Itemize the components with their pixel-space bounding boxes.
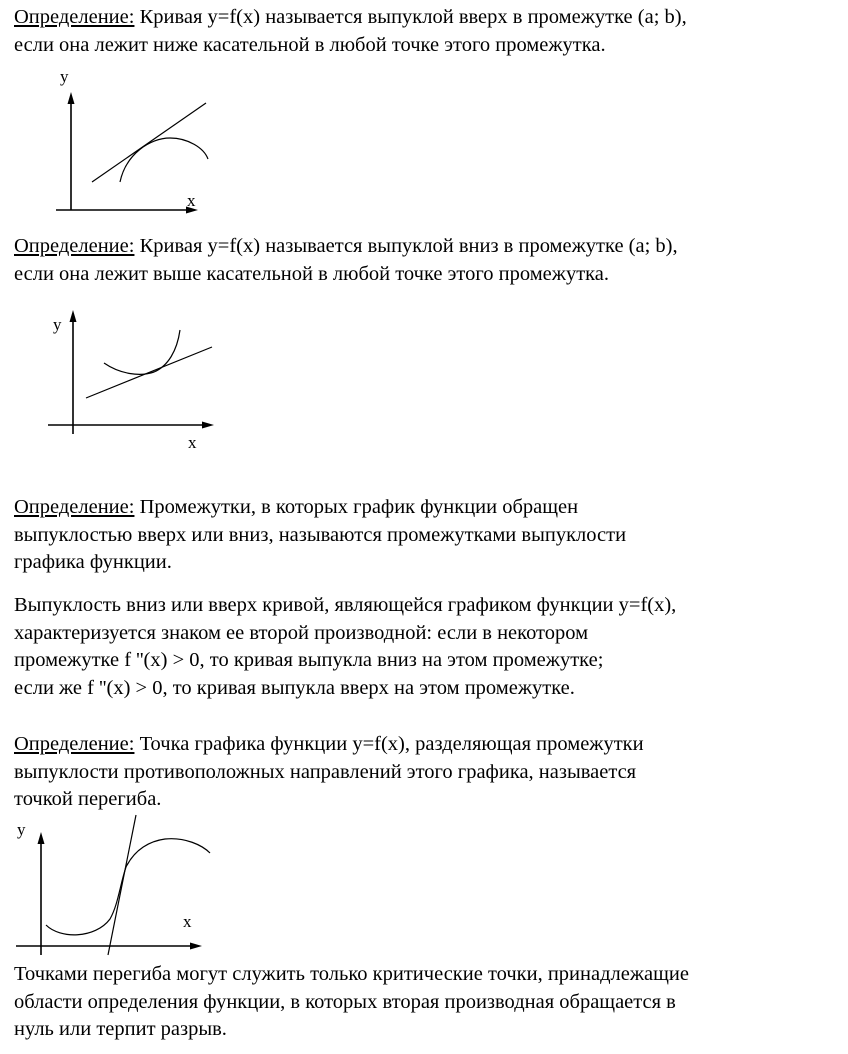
definition-text: точкой перегиба. <box>14 788 162 810</box>
definition-text: выпуклостью вверх или вниз, называются промежутками выпуклости <box>14 523 627 546</box>
definition-text: Точка графика функции y=f(x), разделяющая промежутки <box>134 733 644 755</box>
definition-inflection-point <box>14 731 839 814</box>
convex-down-curve <box>104 330 180 374</box>
x-axis-label: x <box>183 912 192 931</box>
x-axis-label: x <box>187 191 196 210</box>
y-axis-label: y <box>17 820 26 839</box>
critical-points-paragraph: Точками перегиба могут служить только критические точки, принадлежащие области определения функции, в которых вторая производная обращается в нуль или терпит разрыв. <box>14 963 689 1040</box>
definition-text: Кривая y=f(x) называется выпуклой вниз в промежутке (a; b), <box>134 235 678 257</box>
definition-label: Определение: <box>14 733 135 755</box>
definition-convex-down <box>14 233 839 288</box>
y-axis-label: y <box>53 315 62 334</box>
definition-text: выпуклости противоположных направлений этого графика, называется <box>14 760 637 783</box>
tangent-line <box>92 103 206 182</box>
y-axis-arrow <box>38 832 45 844</box>
definition-convex-up <box>14 4 839 59</box>
figure-inflection-point <box>0 815 220 960</box>
definition-label: Определение: <box>14 496 135 518</box>
definition-text: Кривая y=f(x) называется выпуклой вверх в промежутке (a; b), <box>134 6 687 28</box>
y-axis-arrow <box>68 92 75 104</box>
y-axis-label: y <box>60 67 69 86</box>
convex-up-curve <box>120 138 208 182</box>
figure-convex-down <box>0 306 220 456</box>
definition-label: Определение: <box>14 235 135 257</box>
x-axis-arrow <box>190 943 202 950</box>
definition-text: если она лежит выше касательной в любой точке этого промежутка. <box>14 262 610 285</box>
tangent-line <box>108 815 136 955</box>
definition-label: Определение: <box>14 6 135 28</box>
x-axis-label: x <box>188 433 197 452</box>
definition-text: если она лежит ниже касательной в любой точке этого промежутка. <box>14 33 606 56</box>
second-derivative-paragraph: Выпуклость вниз или вверх кривой, являющейся графиком функции y=f(x), характеризуется знаком ее второй производной: если в некотором промежутке f ''(x) > 0, то кривая выпукла вниз на этом промежутке; если же f ''(x) > 0, то кривая выпукла вверх на этом промежутке. <box>14 594 677 699</box>
definition-text: графика функции. <box>14 551 172 573</box>
y-axis-arrow <box>70 310 77 322</box>
definition-convexity-intervals <box>14 494 839 577</box>
x-axis-arrow <box>202 422 214 429</box>
figure-convex-up <box>0 68 220 218</box>
definition-text: Промежутки, в которых график функции обращен <box>134 496 579 518</box>
tangent-line <box>86 347 212 398</box>
